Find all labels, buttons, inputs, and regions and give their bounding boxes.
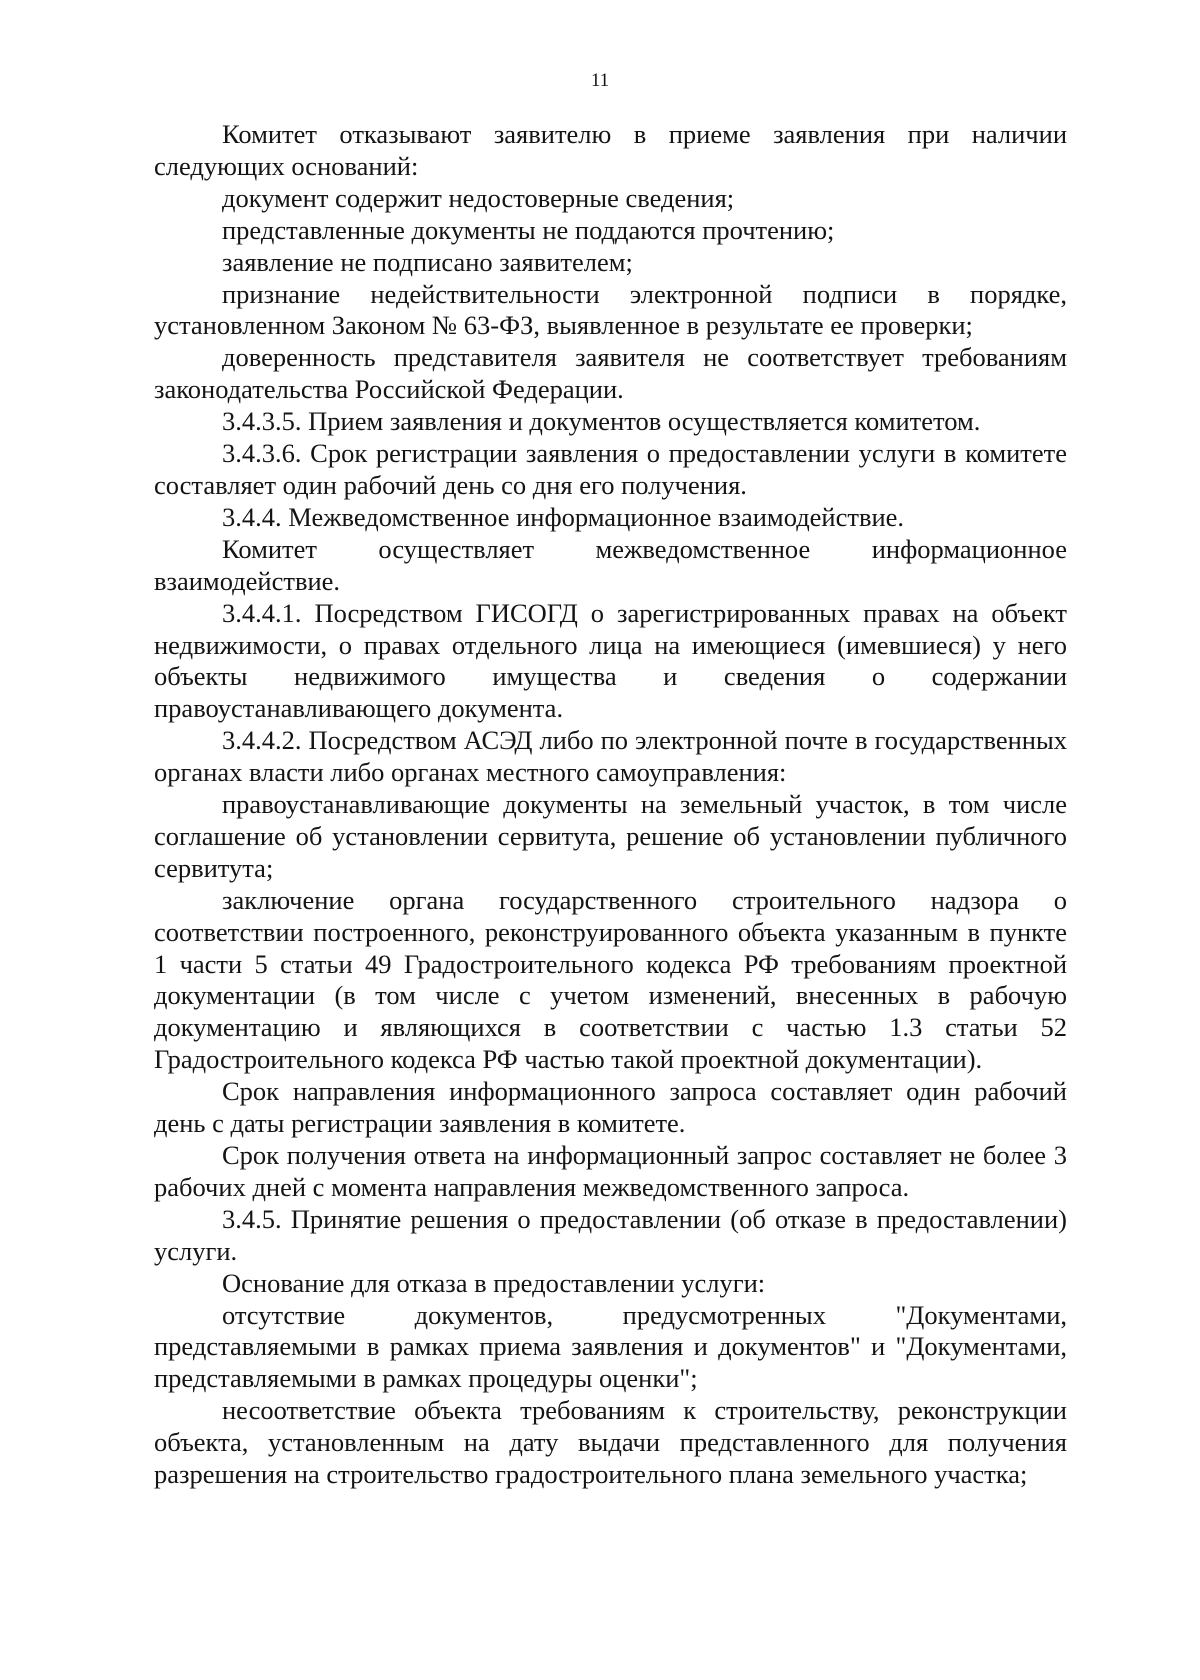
- paragraph: Срок направления информационного запроса составляет один рабочий день с даты регистрации заявления в комитете.: [154, 1076, 1067, 1139]
- paragraph: заключение органа государственного строительного надзора о соответствии построенного, реконструированного объекта указанным в пункте 1 части 5 статьи 49 Градостроительного кодекса РФ требованиям проектной документации (в том числе с учетом изменений, внесенных в рабочую документацию и являющихся в соответствии с частью 1.3 статьи 52 Градостроительного кодекса РФ частью такой проектной документации).: [154, 884, 1067, 1075]
- paragraph: доверенность представителя заявителя не соответствует требованиям законодательства Российской Федерации.: [154, 342, 1067, 405]
- paragraph: Основание для отказа в предоставлении услуги:: [222, 1267, 766, 1298]
- paragraph: документ содержит недостоверные сведения;: [222, 182, 735, 213]
- paragraph: 3.4.5. Принятие решения о предоставлении (об отказе в предоставлении) услуги.: [154, 1203, 1067, 1266]
- paragraph: правоустанавливающие документы на земельный участок, в том числе соглашение об установлении сервитута, решение об установлении публичного сервитута;: [154, 789, 1067, 883]
- paragraph: Срок получения ответа на информационный запрос составляет не более 3 рабочих дней с момента направления межведомственного запроса.: [154, 1140, 1067, 1202]
- paragraph: заявление не подписано заявителем;: [222, 246, 633, 277]
- paragraph: 3.4.3.6. Срок регистрации заявления о предоставлении услуги в комитете составляет один рабочий день со дня его получения.: [154, 438, 1067, 500]
- paragraph: Комитет отказывают заявителю в приеме заявления при наличии следующих оснований:: [154, 119, 1067, 181]
- paragraph: несоответствие объекта требованиям к строительству, реконструкции объекта, установленным на дату выдачи представленного для получения разрешения на строительство градостроительного плана земельного участка;: [154, 1395, 1067, 1490]
- paragraph: 3.4.4.1. Посредством ГИСОГД о зарегистрированных правах на объект недвижимости, о правах отдельного лица на имеющиеся (имевшиеся) у него объекты недвижимого имущества и сведения о содержании правоустанавливающего документа.: [154, 597, 1067, 724]
- paragraph: отсутствие документов, предусмотренных "Документами, представляемыми в рамках приема заявления и документов" и "Документами, представляемыми в рамках процедуры оценки";: [154, 1299, 1067, 1394]
- paragraph: 3.4.4.2. Посредством АСЭД либо по электронной почте в государственных органах власти либо органах местного самоуправления:: [154, 725, 1067, 788]
- paragraph: признание недействительности электронной подписи в порядке, установленном Законом № 63-ФЗ, выявленное в результате ее проверки;: [154, 278, 1067, 341]
- paragraph: Комитет осуществляет межведомственное информационное взаимодействие.: [154, 533, 1067, 596]
- document-body: [154, 119, 1067, 1491]
- paragraph: 3.4.3.5. Прием заявления и документов осуществляется комитетом.: [222, 406, 981, 437]
- page-number: 11: [590, 70, 610, 91]
- paragraph: 3.4.4. Межведомственное информационное взаимодействие.: [222, 501, 905, 532]
- paragraph: представленные документы не поддаются прочтению;: [222, 214, 835, 245]
